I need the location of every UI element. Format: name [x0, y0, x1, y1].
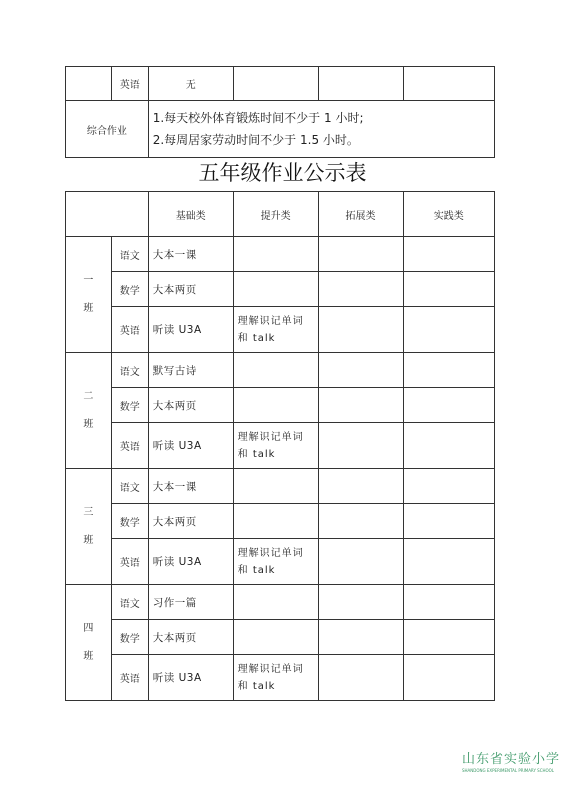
extend-cell	[318, 655, 403, 701]
extend-cell	[318, 388, 403, 423]
practice-cell	[403, 469, 495, 504]
improve-cell	[233, 388, 318, 423]
top-homework-table	[65, 66, 495, 158]
table-row	[66, 504, 495, 539]
class-label	[66, 469, 112, 585]
note-line: 2.每周居家劳动时间不少于 1.5 小时。	[152, 133, 359, 147]
base-cell: 大本一课	[148, 237, 233, 272]
table-row	[66, 539, 495, 585]
base-cell: 默写古诗	[148, 353, 233, 388]
class-label	[66, 353, 112, 469]
table-row	[66, 237, 495, 272]
subject-cell: 数学	[111, 620, 148, 655]
header-corner	[66, 192, 149, 237]
table-row	[66, 67, 495, 101]
practice-cell	[403, 237, 495, 272]
extend-cell	[318, 307, 403, 353]
extend-cell	[318, 620, 403, 655]
table-row	[66, 469, 495, 504]
subject-cell: 英语	[111, 67, 148, 101]
subject-cell: 语文	[111, 585, 148, 620]
subject-cell: 英语	[111, 655, 148, 701]
subject-cell: 英语	[111, 307, 148, 353]
subject-cell: 英语	[111, 539, 148, 585]
class-label	[66, 237, 112, 353]
note-line: 1.每天校外体育锻炼时间不少于 1 小时;	[152, 111, 364, 125]
extend-cell	[318, 237, 403, 272]
extend-cell	[318, 504, 403, 539]
header-extend: 拓展类	[318, 192, 403, 237]
practice-cell	[403, 67, 495, 101]
extend-cell	[318, 539, 403, 585]
table-row	[66, 101, 495, 158]
improve-cell: 理解识记单词和 talk	[233, 307, 318, 353]
class-label-char: 三	[83, 506, 94, 518]
subject-cell: 英语	[111, 423, 148, 469]
extend-cell	[318, 423, 403, 469]
practice-cell	[403, 504, 495, 539]
summary-label: 综合作业	[66, 101, 149, 158]
base-cell: 听读 U3A	[148, 307, 233, 353]
class-label-char: 班	[83, 418, 94, 430]
base-cell: 习作一篇	[148, 585, 233, 620]
page-title: 五年级作业公示表	[198, 161, 367, 185]
homework-table	[65, 191, 495, 701]
table-row	[66, 388, 495, 423]
class-label-char: 班	[83, 302, 94, 314]
table-row	[66, 655, 495, 701]
summary-notes	[148, 101, 494, 158]
base-cell: 大本两页	[148, 504, 233, 539]
improve-cell: 理解识记单词和 talk	[233, 539, 318, 585]
class-label-char: 班	[83, 650, 94, 662]
extend-cell	[318, 469, 403, 504]
base-cell: 听读 U3A	[148, 423, 233, 469]
extend-cell	[318, 67, 403, 101]
table-row	[66, 353, 495, 388]
logo-chinese: 山东省实验小学	[462, 752, 561, 767]
improve-cell	[233, 585, 318, 620]
base-cell: 大本一课	[148, 469, 233, 504]
subject-cell: 数学	[111, 272, 148, 307]
practice-cell	[403, 620, 495, 655]
improve-cell: 理解识记单词和 talk	[233, 423, 318, 469]
base-cell: 大本两页	[148, 272, 233, 307]
header-base: 基础类	[148, 192, 233, 237]
practice-cell	[403, 353, 495, 388]
base-cell: 听读 U3A	[148, 655, 233, 701]
improve-cell: 理解识记单词和 talk	[233, 655, 318, 701]
practice-cell	[403, 272, 495, 307]
extend-cell	[318, 272, 403, 307]
header-practice: 实践类	[403, 192, 495, 237]
subject-cell: 语文	[111, 469, 148, 504]
extend-cell	[318, 353, 403, 388]
subject-cell: 数学	[111, 504, 148, 539]
school-logo	[462, 748, 562, 773]
table-row	[66, 585, 495, 620]
practice-cell	[403, 539, 495, 585]
base-cell: 无	[148, 67, 233, 101]
practice-cell	[403, 585, 495, 620]
practice-cell	[403, 423, 495, 469]
practice-cell	[403, 655, 495, 701]
improve-cell	[233, 504, 318, 539]
improve-cell	[233, 67, 318, 101]
class-label	[66, 585, 112, 701]
improve-cell	[233, 353, 318, 388]
class-cell	[66, 67, 112, 101]
improve-cell	[233, 620, 318, 655]
base-cell: 大本两页	[148, 620, 233, 655]
subject-cell: 语文	[111, 237, 148, 272]
class-label-char: 二	[83, 390, 94, 402]
base-cell: 大本两页	[148, 388, 233, 423]
subject-cell: 语文	[111, 353, 148, 388]
practice-cell	[403, 307, 495, 353]
header-row	[66, 192, 495, 237]
practice-cell	[403, 388, 495, 423]
table-row	[66, 423, 495, 469]
table-row	[66, 272, 495, 307]
table-row	[66, 620, 495, 655]
class-label-char: 一	[83, 274, 94, 286]
improve-cell	[233, 237, 318, 272]
header-improve: 提升类	[233, 192, 318, 237]
table-row	[66, 307, 495, 353]
logo-english: SHANDONG EXPERIMENTAL PRIMARY SCHOOL	[462, 768, 555, 773]
base-cell: 听读 U3A	[148, 539, 233, 585]
subject-cell: 数学	[111, 388, 148, 423]
class-label-char: 四	[83, 622, 94, 634]
extend-cell	[318, 585, 403, 620]
improve-cell	[233, 272, 318, 307]
class-label-char: 班	[83, 534, 94, 546]
improve-cell	[233, 469, 318, 504]
